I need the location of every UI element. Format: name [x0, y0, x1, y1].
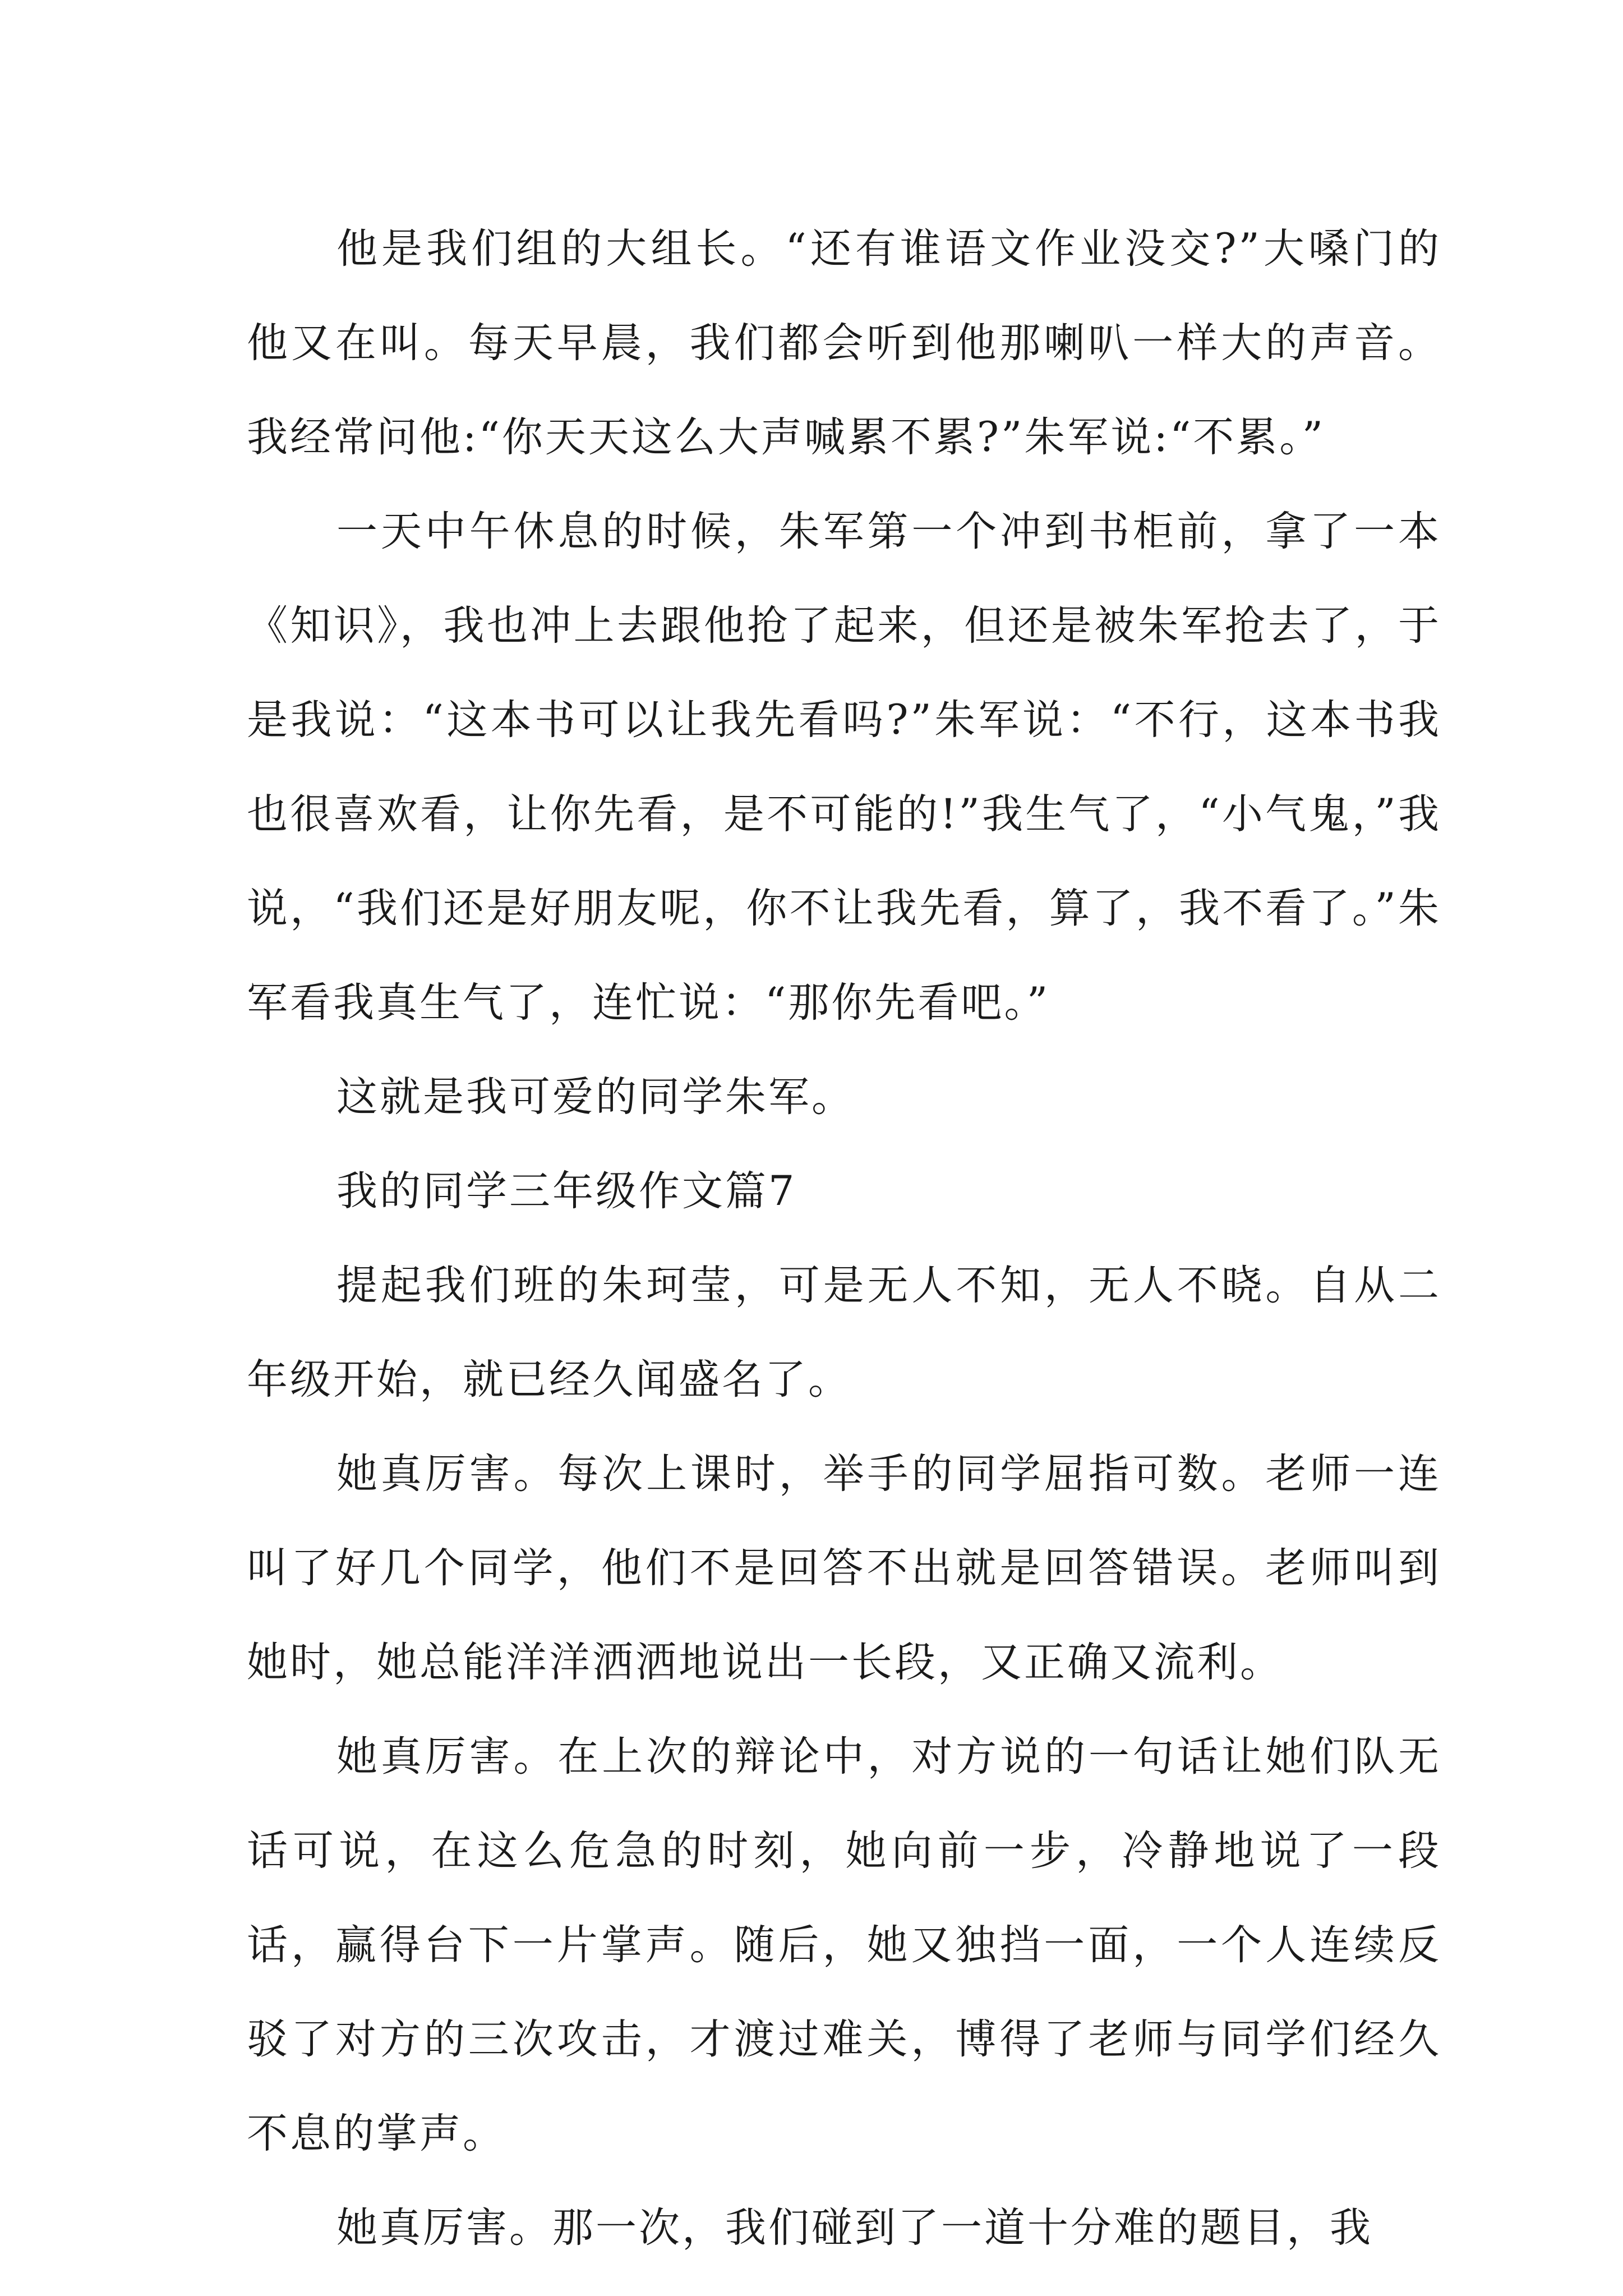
paragraph-zhujun-intro: 他是我们组的大组长。“还有谁语文作业没交?”大嗓门的他又在叫。每天早晨，我们都会听到他那喇叭一样大的声音。我经常问他:“你天天这么大声喊累不累?”朱军说:“不累。”: [247, 225, 1441, 461]
paragraph-zhukeying-intro: 提起我们班的朱珂莹，可是无人不知，无人不晓。自从二年级开始，就已经久闻盛名了。: [247, 1262, 1441, 1404]
paragraph-hard-question: 她真厉害。那一次，我们碰到了一道十分难的题目，我: [336, 2204, 1373, 2252]
paragraph-class-answer: 她真厉害。每次上课时，举手的同学屈指可数。老师一连叫了好几个同学，他们不是回答不出就是回答错误。老师叫到她时，她总能洋洋洒洒地说出一长段，又正确又流利。: [247, 1450, 1441, 1686]
section-heading: 我的同学三年级作文篇7: [336, 1167, 797, 1215]
paragraph-debate: 她真厉害。在上次的辩论中，对方说的一句话让她们队无话可说，在这么危急的时刻，她向前一步，冷静地说了一段话，赢得台下一片掌声。随后，她又独挡一面，一个人连续反驳了对方的三次攻击，才渡过难关，博得了老师与同学们经久不息的掌声。: [247, 1733, 1441, 2157]
paragraph-conclusion: 这就是我可爱的同学朱军。: [336, 1073, 855, 1121]
paragraph-book-story: 一天中午休息的时候，朱军第一个冲到书柜前，拿了一本《知识》，我也冲上去跟他抢了起来，但还是被朱军抢去了，于是我说：“这本书可以让我先看吗?”朱军说：“不行，这本书我也很喜欢看，让你先看，是不可能的!”我生气了，“小气鬼，”我说，“我们还是好朋友呢，你不让我先看，算了，我不看了。”朱军看我真生气了，连忙说：“那你先看吧。”: [247, 508, 1441, 1027]
document-body: [247, 202, 1441, 2275]
